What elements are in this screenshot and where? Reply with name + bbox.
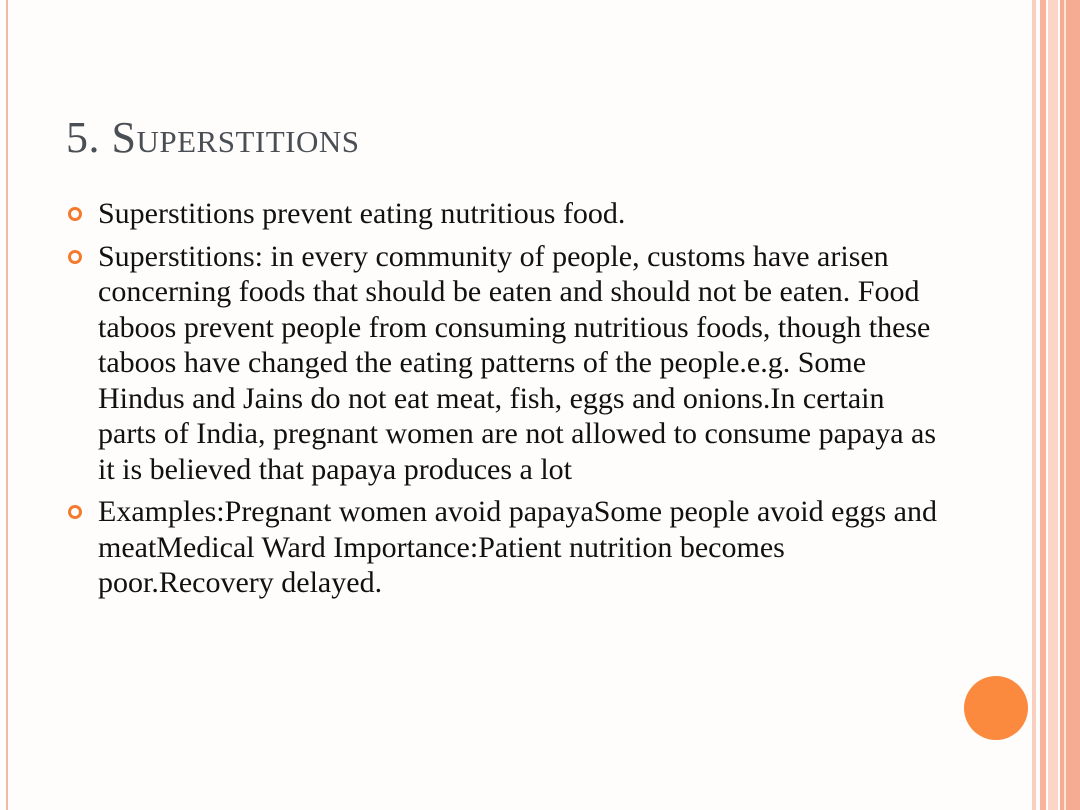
right-stripe (1048, 0, 1058, 810)
bullet-circle-icon (68, 250, 82, 264)
bullet-circle-icon (68, 505, 82, 519)
right-stripe (1060, 0, 1080, 810)
bullet-circle-icon (68, 207, 82, 221)
bullet-list (66, 196, 946, 608)
bullet-item (66, 239, 946, 488)
bullet-item (66, 494, 946, 601)
slide-title: 5. Superstitions (66, 113, 360, 162)
left-border-line (6, 0, 8, 810)
right-stripe (1064, 0, 1066, 810)
bullet-text: Superstitions: in every community of people, customs have arisen concerning foods that should be eaten and should not be eaten. Food taboos prevent people from consuming nutritious foods, though these taboos have changed the eating patterns of the people.e.g. Some Hindus and Jains do not eat meat, fish, eggs and onions.In certain parts of India, pregnant women are not allowed to consume papaya as it is believed that papaya produces a lot (98, 239, 937, 486)
bullet-text: Examples:Pregnant women avoid papayaSome people avoid eggs and meatMedical Ward Importance:Patient nutrition becomes poor.Recovery delayed. (98, 495, 937, 599)
right-stripe (1032, 0, 1036, 810)
decorative-circle (964, 676, 1028, 740)
bullet-item (66, 196, 946, 232)
right-stripe (1040, 0, 1046, 810)
bullet-text: Superstitions prevent eating nutritious food. (98, 197, 626, 230)
